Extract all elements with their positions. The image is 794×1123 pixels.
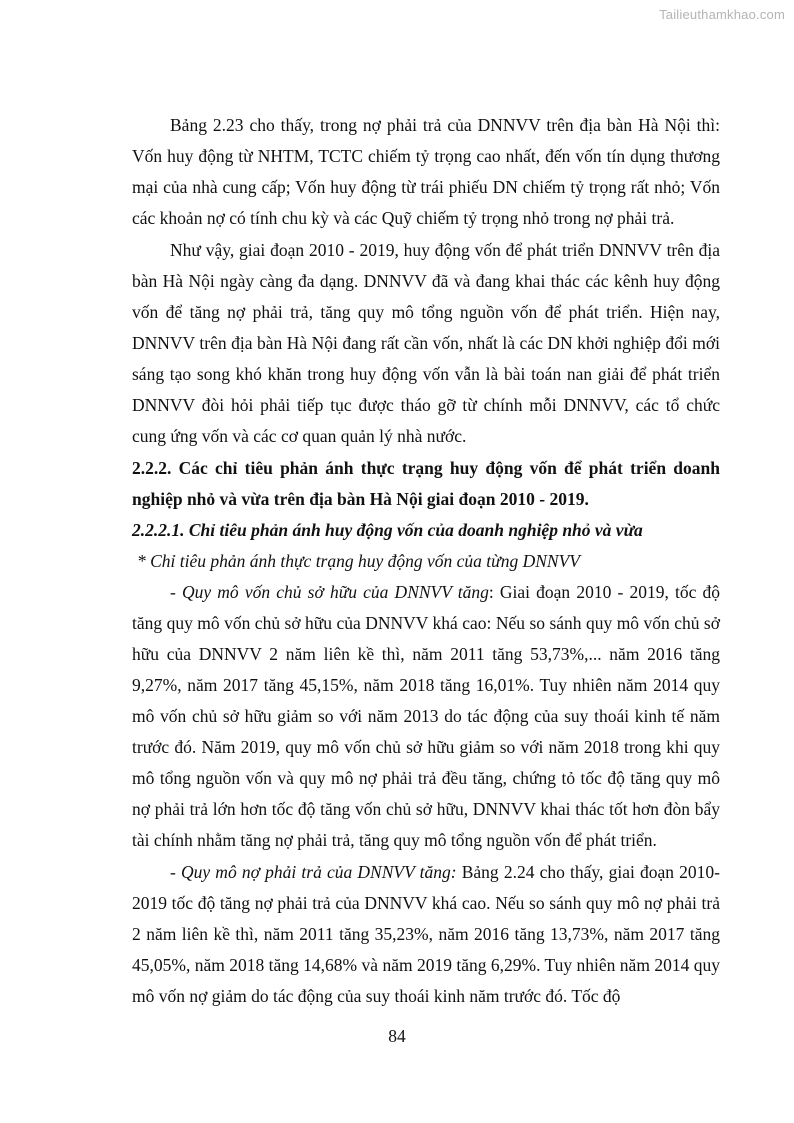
paragraph-equity-growth-lead: - Quy mô vốn chủ sở hữu của DNNVV tăng <box>170 582 489 602</box>
subsection-heading-2-2-2-1: 2.2.2.1. Chỉ tiêu phản ánh huy động vốn của doanh nghiệp nhỏ và vừa <box>132 520 643 540</box>
paragraph-liabilities-growth-body: Bảng 2.24 cho thấy, giai đoạn 2010-2019 tốc độ tăng nợ phải trả của DNNVV khá cao. Nếu so sánh quy mô nợ phải trả 2 năm liên kề thì, năm 2011 tăng 35,23%, năm 2016 tăng 13,73%, năm 2017 tăng 45,05%, năm 2018 tăng 14,68% và năm 2019 tăng 6,29%. Tuy nhiên năm 2014 quy mô vốn nợ giảm do tác động của suy thoái kinh năm trước đó. Tốc độ <box>132 862 720 1006</box>
page-number: 84 <box>388 1026 406 1046</box>
indicator-heading: * Chỉ tiêu phản ánh thực trạng huy động vốn của từng DNNVV <box>137 551 580 571</box>
paragraph-liabilities-growth-lead: - Quy mô nợ phải trả của DNNVV tăng: <box>170 862 457 882</box>
paragraph-capital-mobilization-summary: Như vậy, giai đoạn 2010 - 2019, huy động vốn để phát triển DNNVV trên địa bàn Hà Nội ngày càng đa dạng. DNNVV đã và đang khai thác các kênh huy động vốn để tăng nợ phải trả, tăng quy mô tổng nguồn vốn để phát triển. Hiện nay, DNNVV trên địa bàn Hà Nội đang rất cần vốn, nhất là các DN khởi nghiệp đổi mới sáng tạo song khó khăn trong huy động vốn vẫn là bài toán nan giải để phát triển DNNVV đòi hỏi phải tiếp tục được tháo gỡ từ chính mỗi DNNVV, các tổ chức cung ứng vốn và các cơ quan quản lý nhà nước. <box>132 240 720 446</box>
paragraph-table-2-23-summary: Bảng 2.23 cho thấy, trong nợ phải trả của DNNVV trên địa bàn Hà Nội thì: Vốn huy động từ NHTM, TCTC chiếm tỷ trọng cao nhất, đến vốn tín dụng thương mại của nhà cung cấp; Vốn huy động từ trái phiếu DN chiếm tỷ trọng rất nhỏ; Vốn các khoản nợ có tính chu kỳ và các Quỹ chiếm tỷ trọng nhỏ trong nợ phải trả. <box>132 115 720 228</box>
watermark-text: Tailieuthamkhao.com <box>659 7 785 22</box>
document-body <box>132 110 720 1013</box>
paragraph-liabilities-growth <box>132 857 720 1012</box>
section-heading-2-2-2: 2.2.2. Các chỉ tiêu phản ánh thực trạng huy động vốn để phát triển doanh nghiệp nhỏ và vừa trên địa bàn Hà Nội giai đoạn 2010 - 2019. <box>132 458 720 509</box>
paragraph-equity-growth <box>132 577 720 856</box>
paragraph-equity-growth-body: : Giai đoạn 2010 - 2019, tốc độ tăng quy mô vốn chủ sở hữu của DNNVV khá cao: Nếu so sánh quy mô vốn chủ sở hữu của DNNVV 2 năm liên kề thì, năm 2011 tăng 53,73%,... năm 2016 tăng 9,27%, năm 2017 tăng 45,15%, năm 2018 tăng 16,01%. Tuy nhiên năm 2014 quy mô vốn chủ sở hữu giảm so với năm 2013 do tác động của suy thoái kinh tế năm trước đó. Năm 2019, quy mô vốn chủ sở hữu giảm so với năm 2018 trong khi quy mô tổng nguồn vốn và quy mô nợ phải trả đều tăng, chứng tỏ tốc độ tăng quy mô nợ phải trả lớn hơn tốc độ tăng vốn chủ sở hữu, DNNVV khai thác tốt hơn đòn bẩy tài chính nhằm tăng nợ phải trả, tăng quy mô tổng nguồn vốn để phát triển. <box>132 582 721 850</box>
